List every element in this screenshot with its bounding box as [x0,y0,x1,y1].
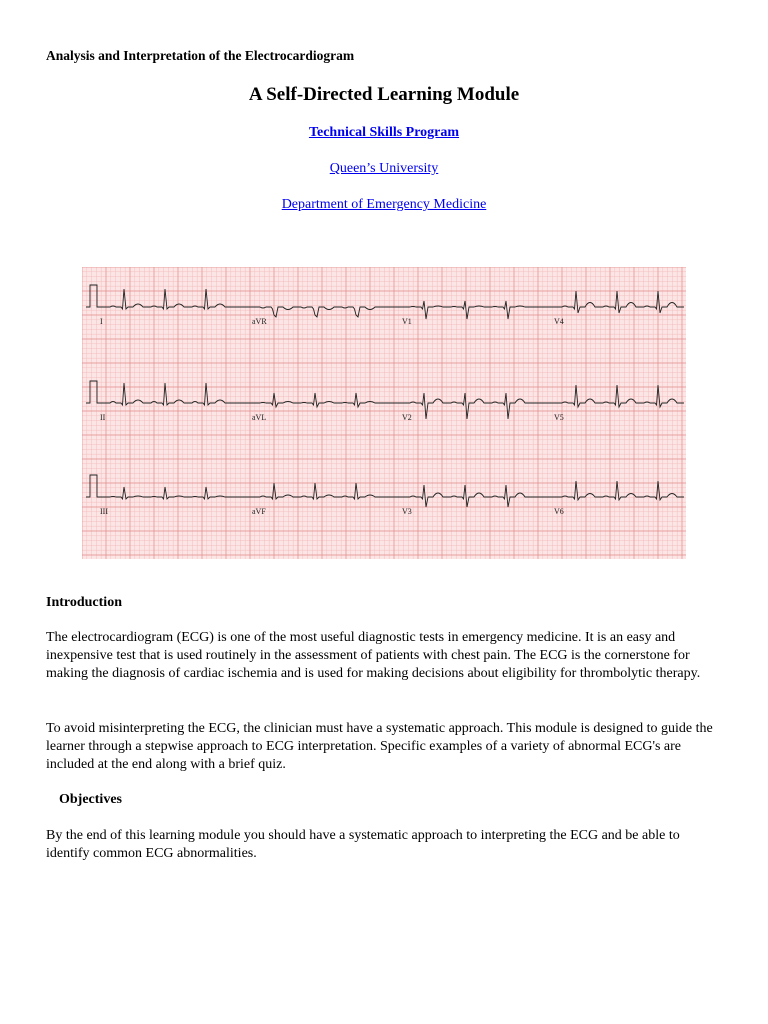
document-header: Analysis and Interpretation of the Electrocardiogram [46,48,355,63]
objectives-paragraph: By the end of this learning module you should have a systematic approach to interpreting the ECG and be able to identify common ECG abnormalities. [46,828,680,861]
link-row-queens [0,161,768,177]
ecg-lead-label: aVL [252,413,267,422]
emergency-medicine-link[interactable]: Department of Emergency Medicine [281,197,487,212]
ecg-lead-label: II [100,413,106,422]
ecg-lead-label: V5 [554,413,564,422]
introduction-paragraph-2: To avoid misinterpreting the ECG, the clinician must have a systematic approach. This module is designed to guide the learner through a stepwise approach to ECG interpretation. Specific examples of a variety of abnormal ECG's are included at the end along with a brief quiz. [46,721,713,772]
ecg-figure [82,267,686,559]
link-row-technical-skills [0,125,768,141]
ecg-lead-label: V3 [402,507,412,516]
ecg-lead-label: V6 [554,507,564,516]
ecg-lead-label: I [100,317,103,326]
link-row-emergency [0,197,768,213]
introduction-heading: Introduction [46,595,122,610]
document-title: A Self-Directed Learning Module [248,84,520,105]
ecg-lead-label: V4 [554,317,564,326]
introduction-paragraph-1: The electrocardiogram (ECG) is one of the most useful diagnostic tests in emergency medicine. It is an easy and inexpensive test that is used routinely in the assessment of patients with chest pain. The ECG is the cornerstone for making the diagnosis of cardiac ischemia and is used for making decisions about eligibility for thrombolytic therapy. [46,630,701,681]
ecg-lead-label: aVR [252,317,267,326]
ecg-lead-label: aVF [252,507,266,516]
ecg-lead-label: V2 [402,413,412,422]
ecg-lead-label: III [100,507,108,516]
objectives-heading: Objectives [59,792,122,807]
ecg-lead-label: V1 [402,317,412,326]
queens-university-link[interactable]: Queen’s University [329,161,439,176]
technical-skills-program-link[interactable]: Technical Skills Program [308,125,460,140]
